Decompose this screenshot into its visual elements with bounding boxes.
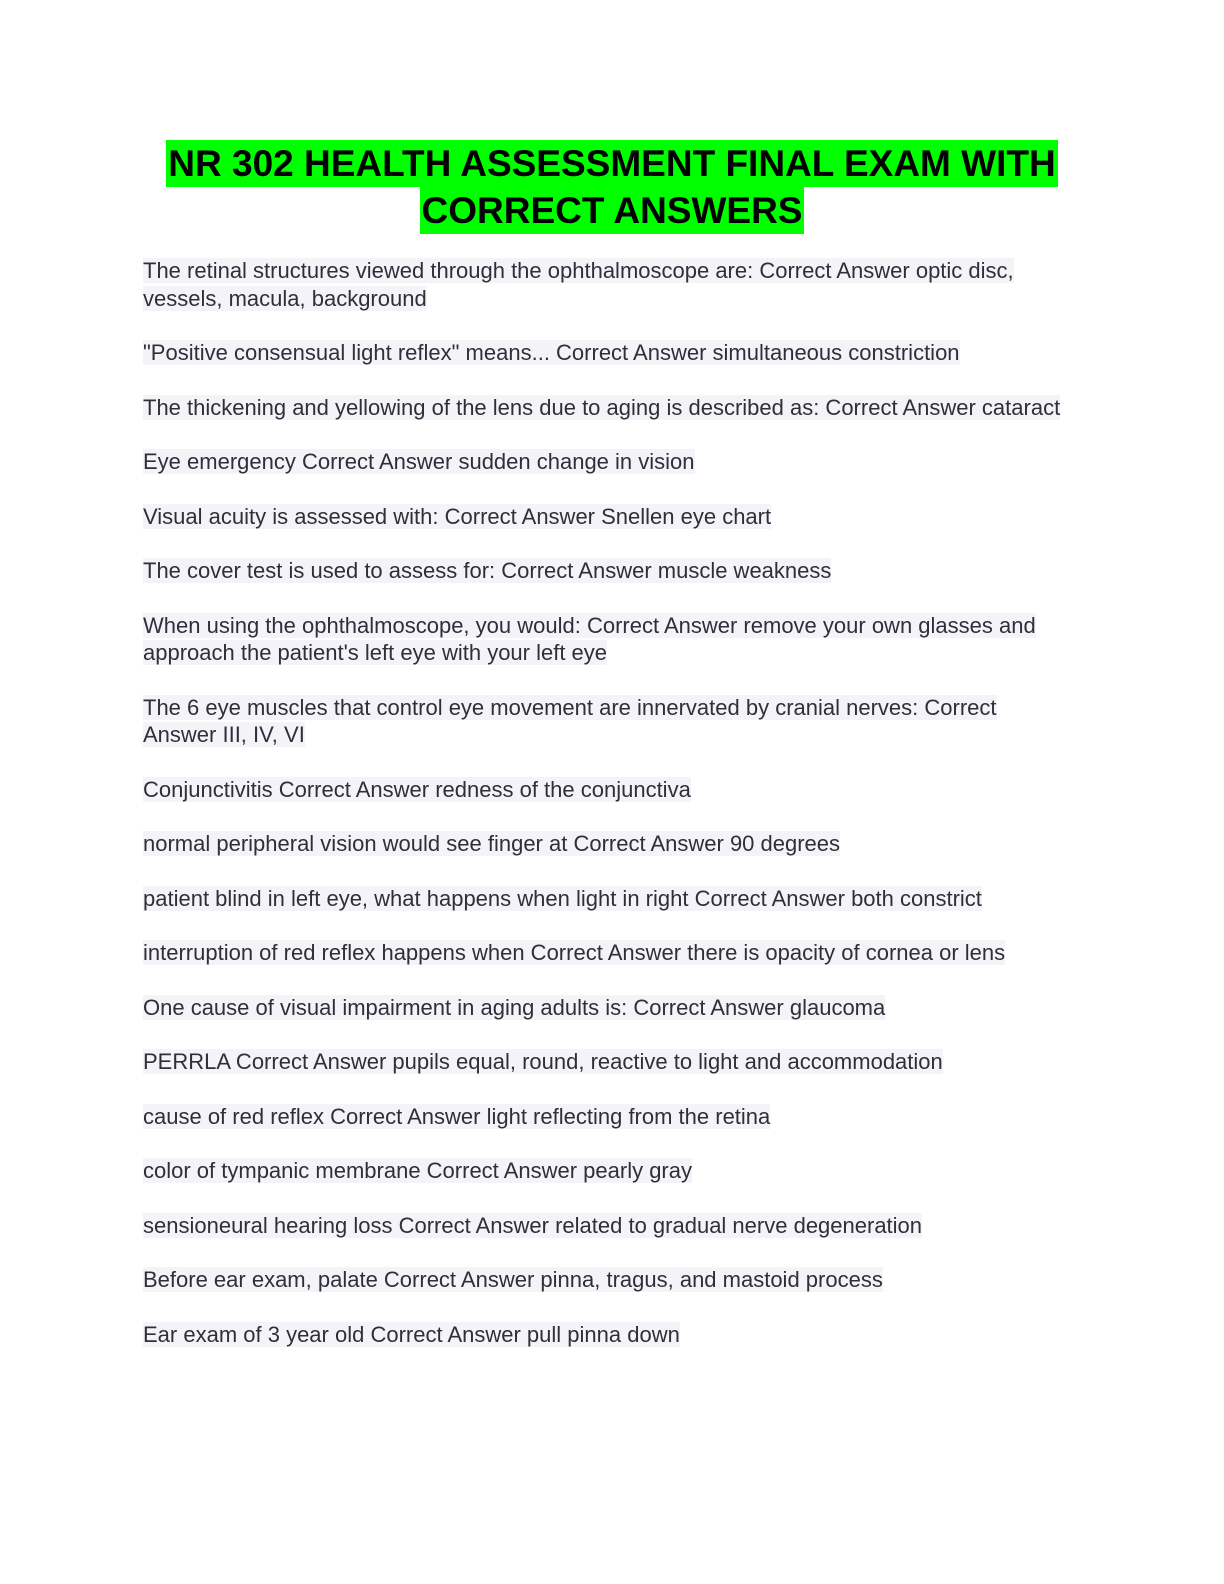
- list-item: [143, 1048, 1073, 1076]
- question-answer-text: sensioneural hearing loss Correct Answer related to gradual nerve degeneration: [143, 1212, 923, 1238]
- list-item: [143, 448, 1073, 476]
- question-answer-text: "Positive consensual light reflex" means... Correct Answer simultaneous constriction: [143, 340, 960, 365]
- title-line-2: CORRECT ANSWERS: [420, 187, 805, 234]
- list-item: [143, 1212, 1073, 1240]
- question-answer-text: Conjunctivitis Correct Answer redness of the conjunctiva: [143, 776, 691, 802]
- list-item: [143, 1266, 1073, 1294]
- question-answer-text: normal peripheral vision would see finger at Correct Answer 90 degrees: [143, 831, 841, 856]
- question-answer-text: color of tympanic membrane Correct Answer pearly gray: [143, 1158, 692, 1183]
- page-title: [100, 140, 1124, 234]
- question-answer-text: The retinal structures viewed through the ophthalmoscope are: Correct Answer optic disc, vessels, macula, background: [143, 258, 1014, 311]
- question-answer-text: Ear exam of 3 year old Correct Answer pull pinna down: [143, 1321, 680, 1347]
- question-answer-list: [143, 257, 1073, 1375]
- list-item: [143, 830, 1073, 858]
- list-item: [143, 885, 1073, 913]
- question-answer-text: patient blind in left eye, what happens when light in right Correct Answer both constrict: [143, 885, 982, 911]
- list-item: [143, 776, 1073, 804]
- question-answer-text: Visual acuity is assessed with: Correct Answer Snellen eye chart: [143, 503, 772, 529]
- list-item: [143, 994, 1073, 1022]
- list-item: [143, 339, 1073, 367]
- question-answer-text: Before ear exam, palate Correct Answer pinna, tragus, and mastoid process: [143, 1267, 883, 1292]
- list-item: [143, 257, 1073, 312]
- list-item: [143, 1103, 1073, 1131]
- question-answer-text: PERRLA Correct Answer pupils equal, round, reactive to light and accommodation: [143, 1049, 943, 1074]
- question-answer-text: The thickening and yellowing of the lens due to aging is described as: Correct Answer cataract: [143, 394, 1061, 420]
- list-item: [143, 612, 1073, 667]
- question-answer-text: interruption of red reflex happens when Correct Answer there is opacity of cornea or lens: [143, 940, 1006, 965]
- list-item: [143, 1157, 1073, 1185]
- question-answer-text: The cover test is used to assess for: Correct Answer muscle weakness: [143, 558, 832, 583]
- list-item: [143, 939, 1073, 967]
- question-answer-text: The 6 eye muscles that control eye movement are innervated by cranial nerves: Correct Answer III, IV, VI: [143, 694, 997, 747]
- list-item: [143, 1321, 1073, 1349]
- list-item: [143, 394, 1073, 422]
- question-answer-text: When using the ophthalmoscope, you would: Correct Answer remove your own glasses and approach the patient's left eye with your left eye: [143, 612, 1036, 665]
- question-answer-text: One cause of visual impairment in aging adults is: Correct Answer glaucoma: [143, 994, 886, 1020]
- question-answer-text: Eye emergency Correct Answer sudden change in vision: [143, 449, 695, 474]
- list-item: [143, 694, 1073, 749]
- list-item: [143, 503, 1073, 531]
- list-item: [143, 557, 1073, 585]
- title-line-1: NR 302 HEALTH ASSESSMENT FINAL EXAM WITH: [166, 140, 1057, 187]
- question-answer-text: cause of red reflex Correct Answer light reflecting from the retina: [143, 1103, 771, 1129]
